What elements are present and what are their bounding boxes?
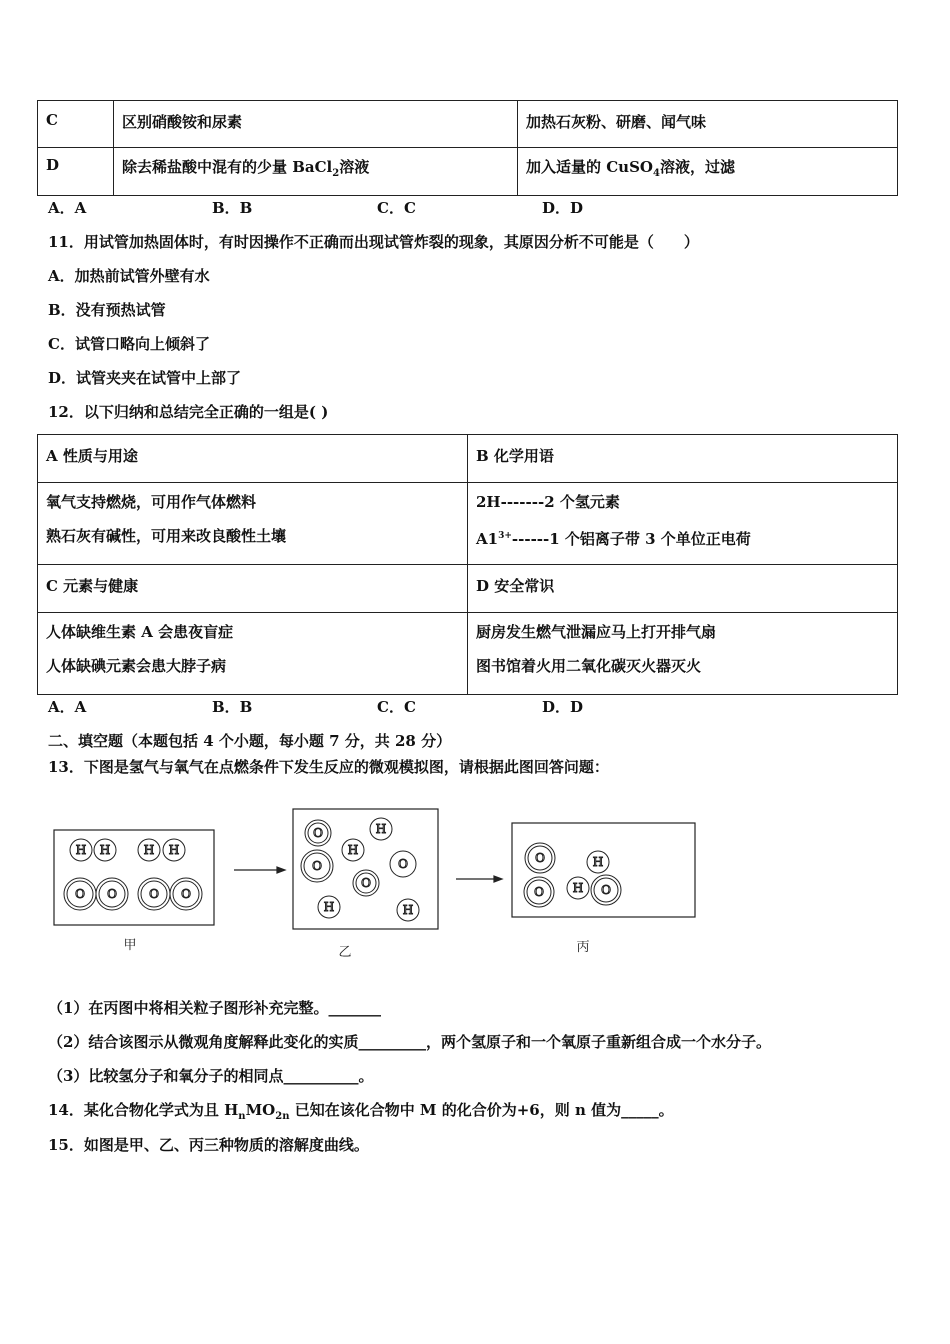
q11-option-a: A．加热前试管外壁有水 <box>48 267 210 285</box>
svg-text:H: H <box>572 881 584 895</box>
svg-text:O: O <box>398 857 408 871</box>
svg-text:O: O <box>107 887 117 901</box>
o-atom <box>301 850 333 882</box>
options-table-q10 <box>37 100 898 196</box>
o2-molecule <box>64 878 128 910</box>
arrow-2-head <box>494 876 502 882</box>
option-d: D．D <box>542 199 584 217</box>
o-atom <box>353 870 379 896</box>
table-cell-key: D <box>38 148 114 196</box>
q11-option-c: C．试管口略向上倾斜了 <box>48 335 210 353</box>
svg-text:O: O <box>313 826 323 840</box>
svg-text:O: O <box>601 883 611 897</box>
cell-a-head: A 性质与用途 <box>38 435 468 483</box>
cell-a-line: 氧气支持燃烧，可用作气体燃料 <box>46 493 257 511</box>
svg-text:H: H <box>375 822 387 836</box>
option-a: A．A <box>48 698 87 716</box>
option-c: C．C <box>377 698 416 716</box>
h-atom <box>318 896 340 918</box>
svg-text:O: O <box>181 887 191 901</box>
cell-c-line: 人体缺碘元素会患大脖子病 <box>46 657 227 675</box>
svg-text:H: H <box>323 900 335 914</box>
svg-text:O: O <box>75 887 85 901</box>
cell-b-line: $A1^{3+}------1$ 个铝离子带 3 个单位正电荷 <box>476 530 751 548</box>
h-atom <box>370 818 392 840</box>
svg-text:H: H <box>75 843 87 857</box>
cell-b-body <box>468 483 898 565</box>
h-atom <box>397 899 419 921</box>
cell-d-line: 图书馆着火用二氧化碳灭火器灭火 <box>476 657 702 675</box>
svg-text:O: O <box>534 885 544 899</box>
h-atom <box>342 839 364 861</box>
q11-option-d: D．试管夹夹在试管中上部了 <box>48 369 242 387</box>
question-11-stem: 11．用试管加热固体时，有时因操作不正确而出现试管炸裂的现象，其原因分析不可能是（ ） <box>48 233 699 251</box>
option-b: B．B <box>212 199 253 217</box>
question-12-stem: 12．以下归纳和总结完全正确的一组是( ) <box>48 403 329 421</box>
option-c: C．C <box>377 199 416 217</box>
label-yi: 乙 <box>338 945 352 960</box>
cell-a-line: 熟石灰有碱性，可用来改良酸性土壤 <box>46 527 287 545</box>
cell-c-body <box>38 613 468 695</box>
option-d: D．D <box>542 698 584 716</box>
q13-sub-3: （3）比较氢分子和氧分子的相同点__________。 <box>48 1067 374 1085</box>
q13-sub-1: （1）在丙图中将相关粒子图形补充完整。_______ <box>48 999 381 1017</box>
svg-text:O: O <box>149 887 159 901</box>
cell-c-head: C 元素与健康 <box>38 565 468 613</box>
o-atom <box>305 820 331 846</box>
cell-d-line: 厨房发生燃气泄漏应马上打开排气扇 <box>476 623 717 641</box>
question-13-stem: 13．下图是氢气与氧气在点燃条件下发生反应的微观模拟图，请根据此图回答问题： <box>48 758 609 776</box>
cell-a-body <box>38 483 468 565</box>
table-cell-goal: 除去稀盐酸中混有的少量 BaCl$_2$溶液 <box>114 148 518 196</box>
svg-text:H: H <box>99 843 111 857</box>
table-cell-key: C <box>38 101 114 148</box>
section-heading: 二、填空题（本题包括 4 个小题，每小题 7 分，共 28 分） <box>48 732 452 750</box>
svg-text:H: H <box>143 843 155 857</box>
h2-molecule <box>70 839 116 861</box>
o2-molecule <box>138 878 202 910</box>
svg-text:O: O <box>361 876 371 890</box>
o-atom <box>390 851 416 877</box>
h2o-molecule <box>567 851 621 905</box>
q13-sub-2: （2）结合该图示从微观角度解释此变化的实质_________，两个氢原子和一个氧原子重新组合成一个水分子。 <box>48 1033 771 1051</box>
svg-text:H: H <box>168 843 180 857</box>
table-cell-goal: 区别硝酸铵和尿素 <box>114 101 518 148</box>
svg-text:O: O <box>312 859 322 873</box>
table-cell-method: 加入适量的 CuSO$_4$溶液，过滤 <box>518 148 898 196</box>
h2-molecule <box>138 839 185 861</box>
cell-b-line: 2H-------2 个氢元素 <box>476 493 620 511</box>
svg-text:O: O <box>535 851 545 865</box>
cell-d-head: D 安全常识 <box>468 565 898 613</box>
svg-text:H: H <box>347 843 359 857</box>
reaction-diagram <box>0 795 950 970</box>
label-jia: 甲 <box>123 938 137 953</box>
option-b: B．B <box>212 698 253 716</box>
q11-option-b: B．没有预热试管 <box>48 301 166 319</box>
cell-d-body <box>468 613 898 695</box>
cell-c-line: 人体缺维生素 A 会患夜盲症 <box>46 623 234 641</box>
o2-molecule <box>524 843 555 907</box>
cell-b-head: B 化学用语 <box>468 435 898 483</box>
summary-table-q12 <box>37 434 898 695</box>
svg-text:H: H <box>402 903 414 917</box>
svg-text:H: H <box>592 855 604 869</box>
question-15-stem: 15．如图是甲、乙、丙三种物质的溶解度曲线。 <box>48 1136 369 1154</box>
label-bing: 丙 <box>576 940 590 955</box>
option-a: A．A <box>48 199 87 217</box>
question-14-stem: 14．某化合物化学式为且 $H_nMO_{2n}$ 已知在该化合物中 M 的化合价为+6，则 n 值为_____。 <box>48 1101 674 1122</box>
arrow-1-head <box>277 867 285 873</box>
table-cell-method: 加热石灰粉、研磨、闻气味 <box>518 101 898 148</box>
